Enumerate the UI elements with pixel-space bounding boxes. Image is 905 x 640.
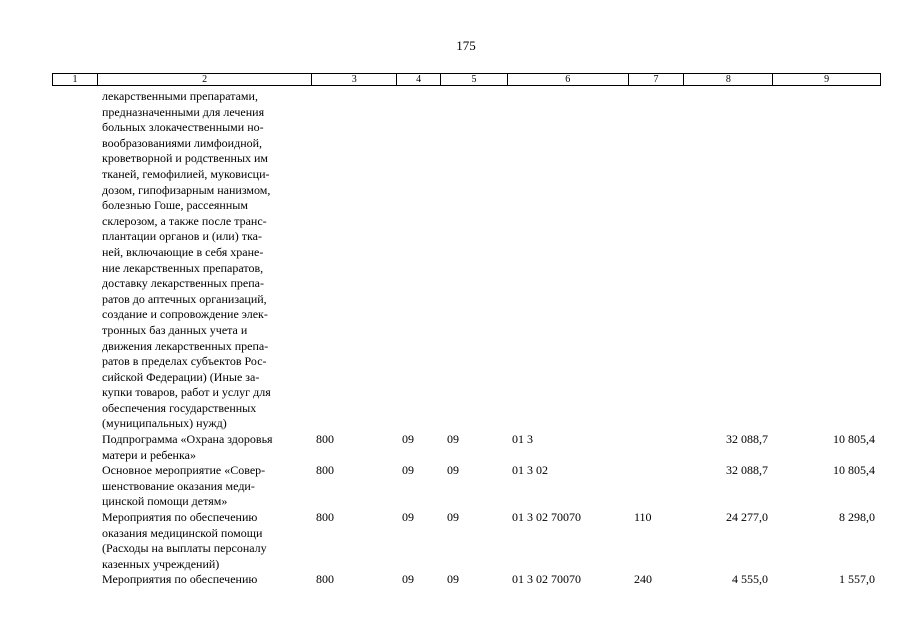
row-c8: 32 088,7	[726, 432, 768, 447]
table-header	[52, 73, 881, 86]
row-name: Мероприятия по обеспечению	[102, 572, 258, 587]
row-c7	[628, 432, 684, 463]
row-c5: 09	[447, 572, 459, 587]
table-row	[52, 89, 881, 432]
row-c4: 09	[402, 463, 414, 478]
header-cell-7: 7	[628, 74, 684, 85]
row-c7	[628, 463, 684, 510]
page-number: 175	[456, 38, 476, 53]
row-c4	[396, 89, 440, 432]
table-row	[52, 463, 881, 510]
row-c6: 01 3 02 70070	[512, 572, 581, 587]
table-row	[52, 572, 881, 588]
row-c9	[773, 89, 881, 432]
row-c3: 800	[316, 432, 334, 447]
row-c8	[684, 89, 773, 432]
row-c6: 01 3 02	[512, 463, 548, 478]
row-c3: 800	[316, 463, 334, 478]
row-name: Основное мероприятие «Совер- шенствование оказания меди- цинской помощи детям»	[102, 463, 266, 509]
row-c4: 09	[402, 432, 414, 447]
row-name: Мероприятия по обеспечению оказания медицинской помощи (Расходы на выплаты персоналу казенных учреждений)	[102, 510, 267, 571]
row-name: лекарственными препаратами, предназначенными для лечения больных злокачественными но- вообразованиями лимфоидной, кроветворной и родственных им тканей, гемофилией, муковисци- дозом, гипофизарным нанизмом, болезнью Гоше, рассеянным склерозом, а также после транс- плантации органов и (или) тка- ней, включающие в себя хране- ние лекарственных препаратов, доставку лекарственных препа- ратов до аптечных организаций, создание и сопровождение элек- тронных баз данных учета и движения лекарственных препа- ратов в пределах субъектов Рос- сийской Федерации) (Иные за- купки товаров, работ и услуг для обеспечения государственных (муниципальных) нужд)	[102, 89, 271, 431]
row-c5	[440, 89, 507, 432]
row-c6: 01 3 02 70070	[512, 510, 581, 525]
row-c7	[628, 89, 684, 432]
row-c8: 24 277,0	[726, 510, 768, 525]
header-cell-4: 4	[396, 74, 440, 85]
row-c5: 09	[447, 463, 459, 478]
row-c9: 10 805,4	[833, 432, 875, 447]
row-c9: 8 298,0	[839, 510, 875, 525]
header-cell-5: 5	[440, 74, 507, 85]
header-cell-6: 6	[507, 74, 628, 85]
row-c9: 1 557,0	[839, 572, 875, 587]
row-c6	[507, 89, 628, 432]
row-name: Подпрограмма «Охрана здоровья матери и ребенка»	[102, 432, 273, 462]
header-cell-9: 9	[772, 74, 880, 85]
header-cell-8: 8	[683, 74, 772, 85]
row-c5: 09	[447, 510, 459, 525]
table-row	[52, 510, 881, 572]
row-c6: 01 3	[512, 432, 533, 447]
row-c8: 4 555,0	[732, 572, 768, 587]
row-c9: 10 805,4	[833, 463, 875, 478]
header-cell-1: 1	[72, 74, 78, 85]
row-c3: 800	[316, 572, 334, 587]
header-cell-3: 3	[311, 74, 396, 85]
table-body	[52, 89, 881, 588]
row-c8: 32 088,7	[726, 463, 768, 478]
row-c5: 09	[447, 432, 459, 447]
header-cell-2: 2	[97, 74, 311, 85]
table-row	[52, 432, 881, 463]
row-c7: 110	[634, 510, 652, 525]
row-c3	[311, 89, 396, 432]
row-c4: 09	[402, 510, 414, 525]
row-c7: 240	[634, 572, 652, 587]
row-c4: 09	[402, 572, 414, 587]
row-c3: 800	[316, 510, 334, 525]
